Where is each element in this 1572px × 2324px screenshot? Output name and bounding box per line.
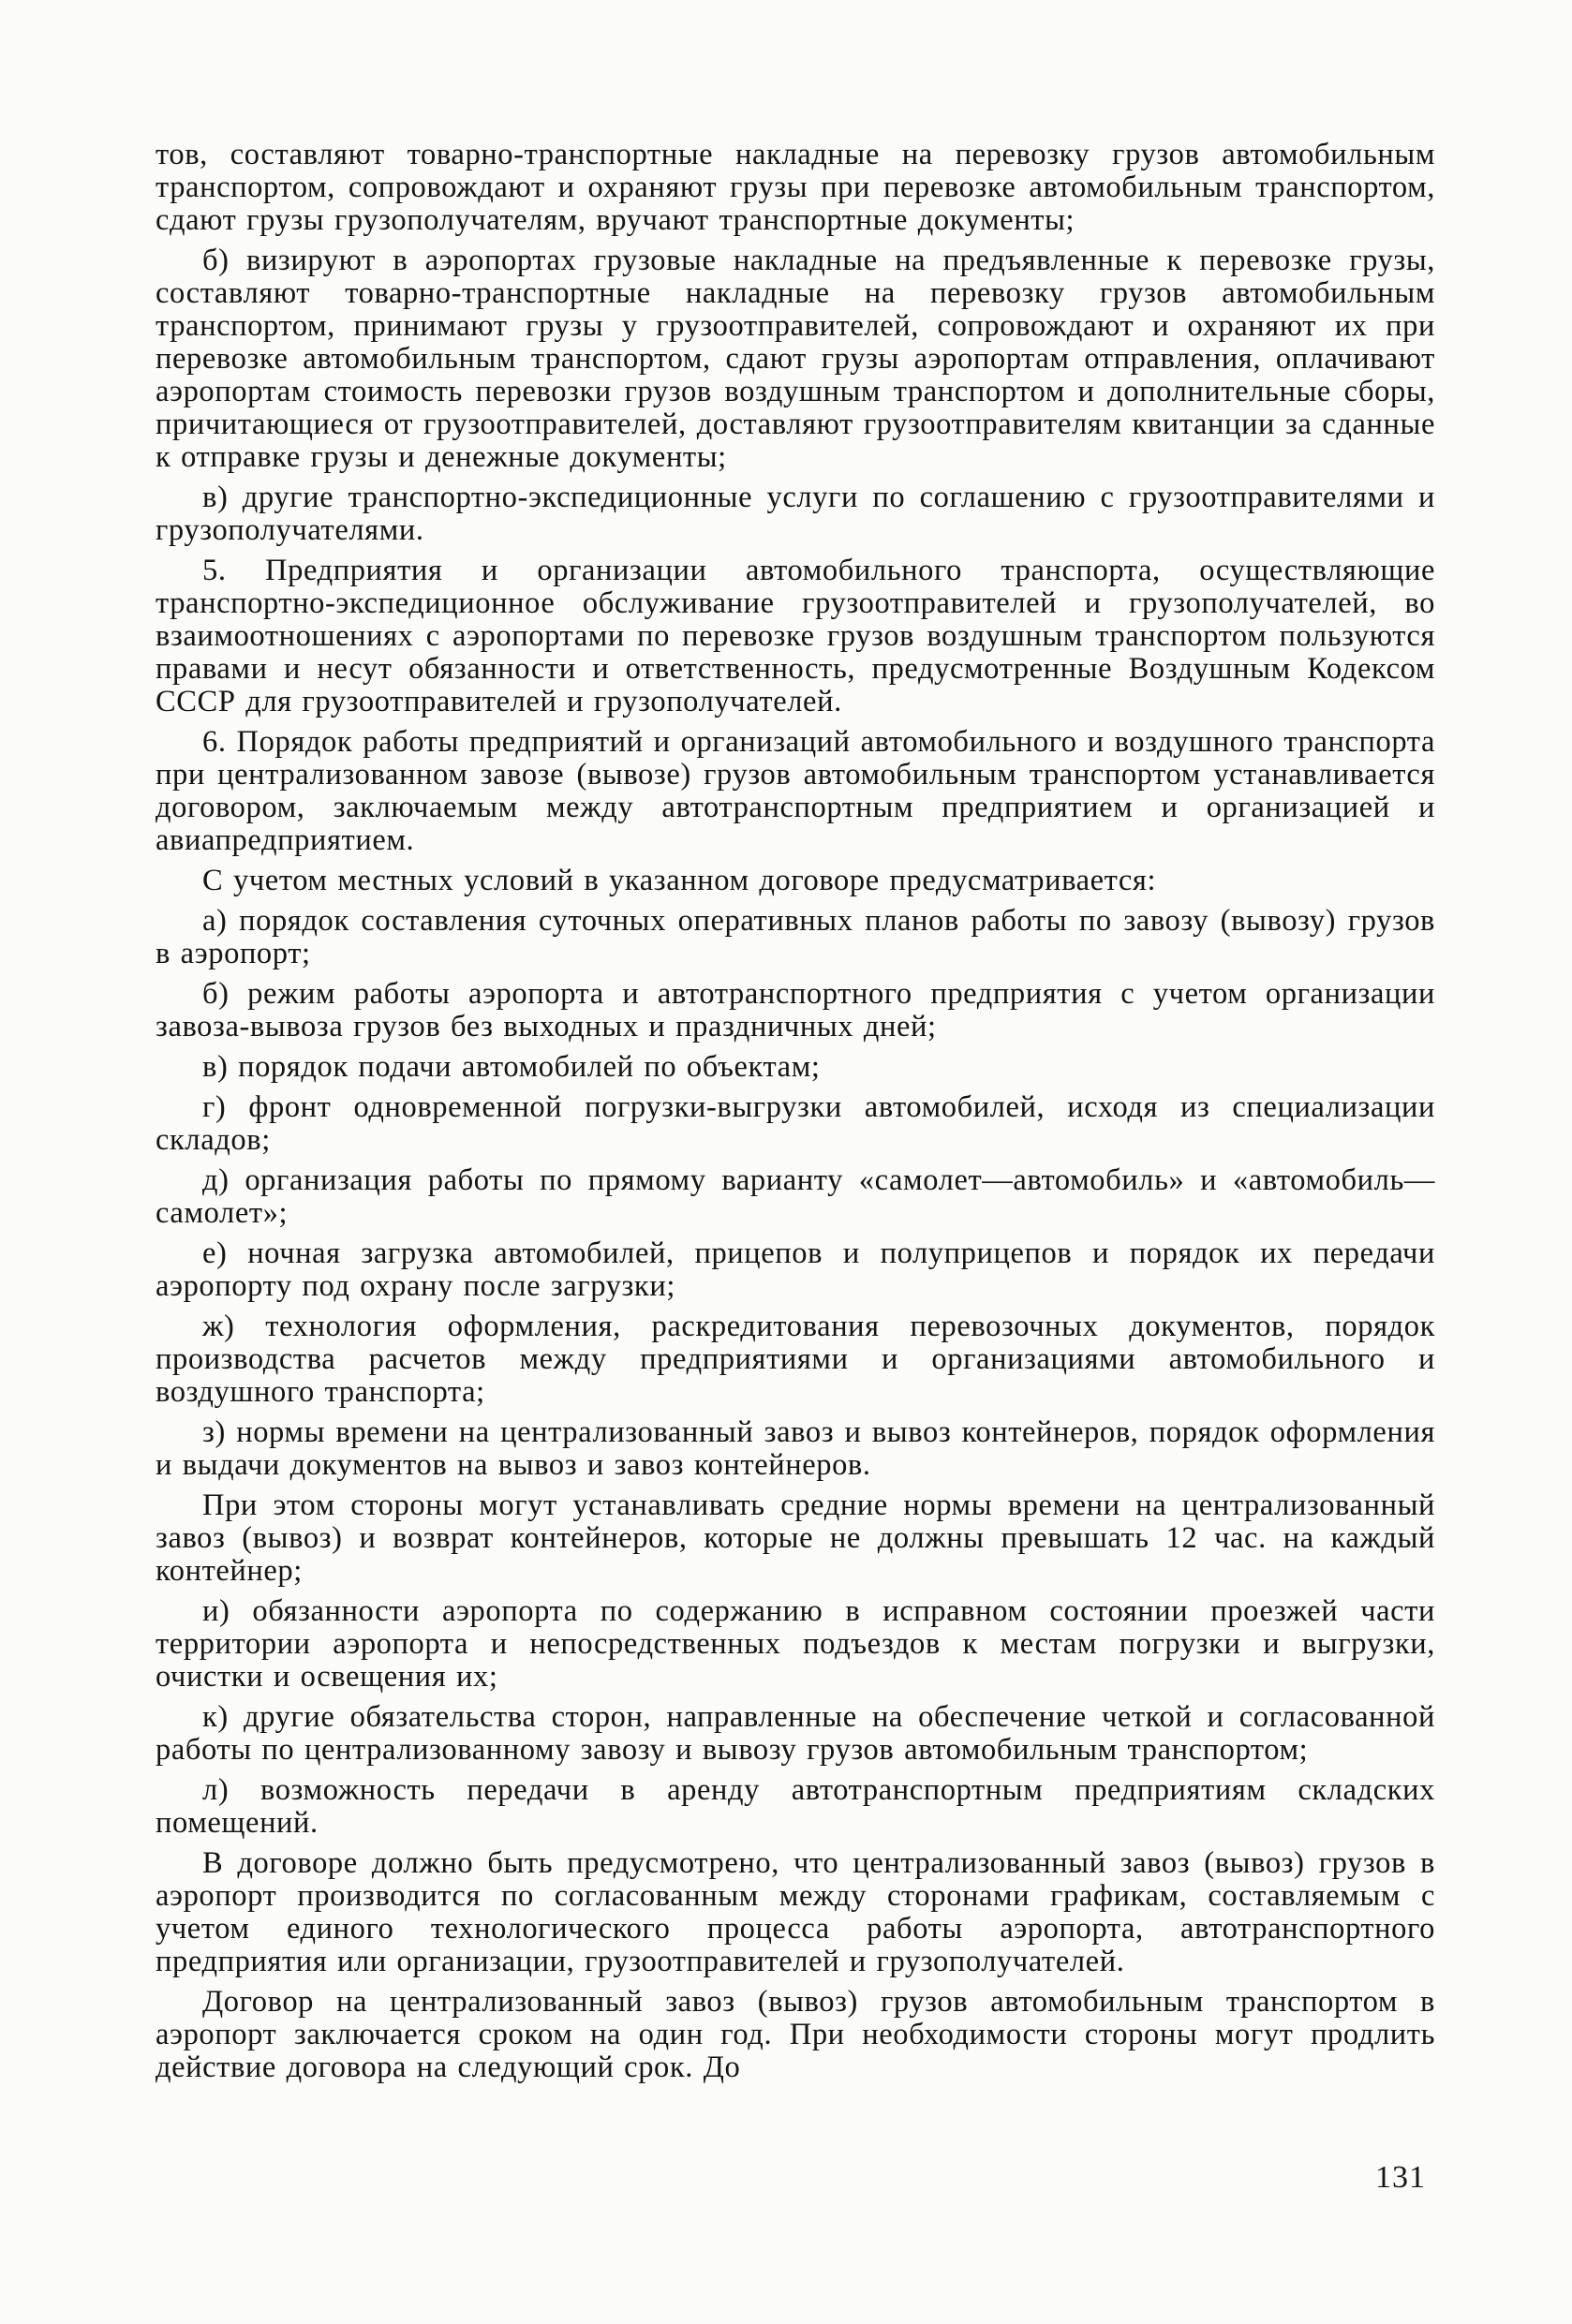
paragraph-item-e: е) ночная загрузка автомобилей, прицепов и полуприцепов и порядок их передачи аэропорту под охрану после загрузки; (156, 1236, 1435, 1303)
paragraph-item-l: л) возможность передачи в аренду автотранспортным предприятиям складских помещений. (156, 1773, 1435, 1840)
paragraph-item-b: б) визируют в аэропортах грузовые накладные на предъявленные к перевозке грузы, составляют товарно-транспортные накладные на перевозку грузов автомобильным транспортом, принимают грузы у грузоотправителей, сопровождают и охраняют их при перевозке автомобильным транспортом, сдают грузы аэропортам отправления, оплачивают аэропортам стоимость перевозки грузов воздушным транспортом и дополнительные сборы, причитающиеся от грузоотправителей, доставляют грузоотправителям квитанции за сданные к отправке грузы и денежные документы; (156, 244, 1435, 474)
paragraph-item-v: в) другие транспортно-экспедиционные услуги по соглашению с грузоотправителями и грузополучателями. (156, 481, 1435, 547)
paragraph-item-d: д) организация работы по прямому варианту «самолет—автомобиль» и «автомобиль—самолет»; (156, 1163, 1435, 1230)
paragraph-schedule: В договоре должно быть предусмотрено, что централизованный завоз (вывоз) грузов в аэропорт производится по согласованным между сторонами графикам, составляемым с учетом единого технологического процесса работы аэропорта, автотранспортного предприятия или организации, грузоотправителей и грузополучателей. (156, 1846, 1435, 1978)
paragraph-item-k: к) другие обязательства сторон, направленные на обеспечение четкой и согласованной работы по централизованному завозу и вывозу грузов автомобильным транспортом; (156, 1700, 1435, 1767)
paragraph-item-zh: ж) технология оформления, раскредитования перевозочных документов, порядок производства расчетов между предприятиями и организациями автомобильного и воздушного транспорта; (156, 1310, 1435, 1409)
paragraph-clause-5: 5. Предприятия и организации автомобильного транспорта, осуществляющие транспортно-экспедиционное обслуживание грузоотправителей и грузополучателей, во взаимоотношениях с аэропортами по перевозке грузов воздушным транспортом пользуются правами и несут обязанности и ответственность, предусмотренные Воздушным Кодексом СССР для грузоотправителей и грузополучателей. (156, 554, 1435, 718)
paragraph-clause-6: 6. Порядок работы предприятий и организаций автомобильного и воздушного транспорта при централизованном завозе (вывозе) грузов автомобильным транспортом устанавливается договором, заключаемым между автотранспортным предприятием и организацией и авиапредприятием. (156, 725, 1435, 857)
paragraph-contract-term: Договор на централизованный завоз (вывоз) грузов автомобильным транспортом в аэропорт заключается сроком на один год. При необходимости стороны могут продлить действие договора на следующий срок. До (156, 1985, 1435, 2084)
body-text (156, 139, 1435, 2084)
page-number: 131 (1375, 2160, 1426, 2195)
paragraph-item-g: г) фронт одновременной погрузки-выгрузки автомобилей, исходя из специализации складов; (156, 1090, 1435, 1157)
paragraph-item-b2: б) режим работы аэропорта и автотранспортного предприятия с учетом организации завоза-вывоза грузов без выходных и праздничных дней; (156, 977, 1435, 1044)
paragraph-container-norms: При этом стороны могут устанавливать средние нормы времени на централизованный завоз (вывоз) и возврат контейнеров, которые не должны превышать 12 час. на каждый контейнер; (156, 1488, 1435, 1588)
paragraph-item-z: з) нормы времени на централизованный завоз и вывоз контейнеров, порядок оформления и выдачи документов на вывоз и завоз контейнеров. (156, 1415, 1435, 1482)
paragraph-item-v2: в) порядок подачи автомобилей по объектам; (202, 1050, 821, 1084)
paragraph-item-a: а) порядок составления суточных оперативных планов работы по завозу (вывозу) грузов в аэропорт; (156, 904, 1435, 970)
paragraph-continuation: тов, составляют товарно-транспортные накладные на перевозку грузов автомобильным транспортом, сопровождают и охраняют грузы при перевозке автомобильным транспортом, сдают грузы грузополучателям, вручают транспортные документы; (156, 138, 1435, 237)
paragraph-contract-intro: С учетом местных условий в указанном договоре предусматривается: (202, 864, 1157, 897)
paragraph-item-i: и) обязанности аэропорта по содержанию в исправном состоянии проезжей части территории аэропорта и непосредственных подъездов к местам погрузки и выгрузки, очистки и освещения их; (156, 1594, 1435, 1694)
